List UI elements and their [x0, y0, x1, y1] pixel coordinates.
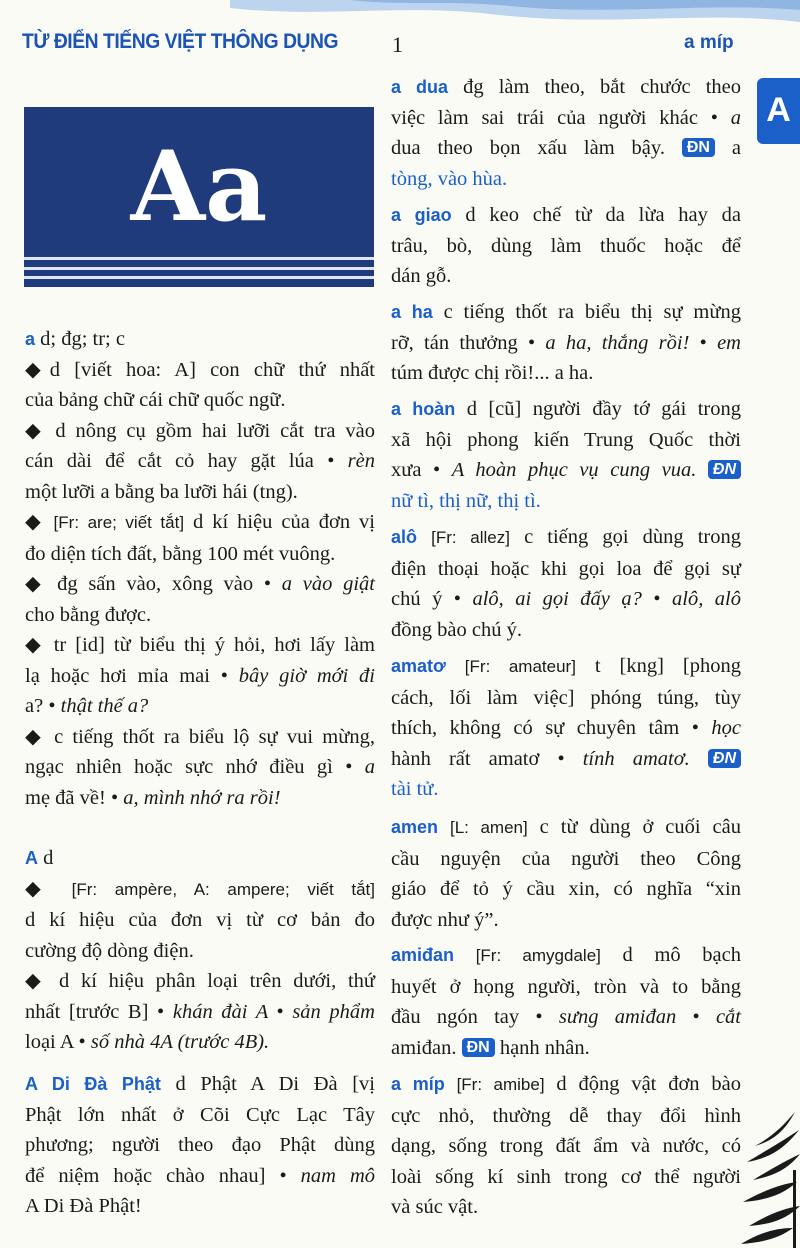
dict-line: cầu nguyện của người theo Công: [391, 847, 741, 870]
synonym-badge: ĐN: [682, 138, 715, 157]
dict-line: đầu ngón tay • sưng amiđan • cắt: [391, 1006, 741, 1028]
dict-line: amen [L: amen] c từ dùng ở cuối câu: [391, 816, 741, 838]
dict-line: điện thoại hoặc khi gọi loa để gọi sự: [391, 557, 741, 580]
dict-line: hành rất amatơ • tính amatơ. ĐN: [391, 744, 741, 775]
dict-line: và súc vật.: [391, 1196, 479, 1218]
dict-line: để niệm hoặc chào nhau] • nam mô: [25, 1164, 376, 1187]
entry-A: [25, 843, 375, 1058]
dict-line: việc làm sai trái của người khác • a: [391, 106, 741, 129]
entry-amidan: [391, 940, 741, 1063]
entry-a-ha: [391, 297, 741, 389]
synonym-badge: ĐN: [708, 460, 741, 479]
dict-line: ◆ đg sấn vào, xông vào • a vào giật: [25, 573, 375, 595]
dict-line: được như ý”.: [391, 908, 499, 931]
dict-line: cường độ dòng điện.: [25, 939, 194, 962]
dict-line: xã hội phong kiến Trung Quốc thời: [391, 428, 741, 451]
dict-line: loại A • số nhà 4A (trước 4B).: [25, 1031, 270, 1053]
dict-line: ◆ d nông cụ gồm hai lưỡi cắt tra vào: [25, 419, 375, 442]
dict-line: ◆ d kí hiệu phân loại trên dưới, thứ: [25, 970, 375, 992]
dict-line: ◆ [Fr: are; viết tắt] d kí hiệu của đơn vị: [25, 511, 375, 533]
dict-line: phương; người theo đạo Phật dùng: [25, 1134, 375, 1156]
dict-line: A Di Đà Phật d Phật A Di Đà [vị: [25, 1073, 375, 1095]
entry-a: [25, 324, 375, 813]
dict-line: tòng, vào hùa.: [391, 167, 508, 190]
synonym-badge: ĐN: [462, 1038, 495, 1057]
entry-a-di-da-phat: [25, 1069, 375, 1222]
dict-line: ◆ [Fr: ampère, A: ampere; viết tắt]: [25, 877, 375, 900]
dict-line: xưa • A hoàn phục vụ cung vua. ĐN: [391, 455, 741, 486]
book-title: TỪ ĐIỂN TIẾNG VIỆT THÔNG DỤNG: [22, 30, 339, 53]
dict-line: cực nhỏ, thường dễ thay đổi hình: [391, 1104, 741, 1127]
entry-a-dua: [391, 72, 741, 194]
dict-line: loài sống kí sinh trong cơ thể người: [391, 1165, 741, 1188]
dict-line: a hoàn d [cũ] người đầy tớ gái trong: [391, 398, 741, 420]
entry-a-hoan: [391, 394, 741, 516]
guide-word: a míp: [684, 32, 734, 53]
entry-amen: [391, 812, 741, 935]
entry-a-giao: [391, 200, 741, 292]
dict-line: cán dài để cắt cỏ hay gặt lúa • rèn: [25, 450, 375, 472]
section-tab[interactable]: A: [757, 78, 800, 144]
dict-line: đồng bào chú ý.: [391, 618, 522, 641]
dict-line: amiđan. ĐN hạnh nhân.: [391, 1036, 590, 1059]
dict-line: ◆ tr [id] từ biểu thị ý hỏi, hơi lấy làm: [25, 634, 375, 656]
dict-line: A d: [25, 847, 54, 869]
dict-line: a míp [Fr: amibe] d động vật đơn bào: [391, 1073, 741, 1095]
dict-line: thích, không có sự chuyên tâm • học: [391, 717, 741, 739]
dict-line: trâu, bò, dùng làm thuốc hoặc để: [391, 234, 741, 257]
entry-alo: [391, 522, 741, 645]
page-number: 1: [392, 32, 403, 57]
dict-line: alô [Fr: allez] c tiếng gọi dùng trong: [391, 526, 741, 548]
dict-line: chú ý • alô, ai gọi đấy ạ? • alô, alô: [391, 588, 741, 610]
dict-line: d kí hiệu của đơn vị từ cơ bản đo: [25, 909, 375, 931]
synonym-badge: ĐN: [708, 749, 741, 768]
dict-line: rỡ, tán thưởng • a ha, thắng rồi! • em: [391, 331, 741, 354]
dict-line: a? • thật thế a?: [25, 695, 149, 717]
dict-line: tài tử.: [391, 778, 439, 800]
dict-line: mẹ đã về! • a, mình nhớ ra rồi!: [25, 786, 281, 809]
dict-line: amiđan [Fr: amygdale] d mô bạch: [391, 944, 741, 966]
dict-line: huyết ở họng người, tròn và to bằng: [391, 975, 741, 998]
dict-line: dua theo bọn xấu làm bậy. ĐN a: [391, 137, 741, 159]
dict-line: ngạc nhiên hoặc sực nhớ điều gì • a: [25, 756, 375, 778]
dict-line: nhất [trước B] • khán đài A • sản phẩm: [25, 1000, 375, 1023]
dict-line: amatơ [Fr: amateur] t [kng] [phong: [391, 655, 741, 677]
bamboo-decoration: [735, 1110, 800, 1248]
entry-amato: [391, 651, 741, 805]
banner-letters: Aa: [130, 130, 268, 243]
dict-line: cho bằng được.: [25, 603, 152, 626]
dict-line: cách, lối làm việc] phóng túng, tùy: [391, 686, 741, 709]
dict-line: giáo để tỏ ý cầu xin, có nghĩa “xin: [391, 878, 741, 900]
dict-line: ◆d [viết hoa: A] con chữ thứ nhất: [25, 358, 375, 381]
dict-line: một lưỡi a bằng ba lưỡi hái (tng).: [25, 480, 298, 503]
dict-line: a d; đg; tr; c: [25, 328, 125, 350]
dict-line: ◆ c tiếng thốt ra biểu lộ sự vui mừng,: [25, 725, 375, 748]
entry-a-mip: [391, 1069, 741, 1223]
dict-line: A Di Đà Phật!: [25, 1195, 142, 1217]
dict-line: dán gỗ.: [391, 265, 452, 287]
dict-line: túm được chị rồi!... a ha.: [391, 362, 594, 384]
dict-line: nữ tì, thị nữ, thị tì.: [391, 489, 541, 512]
dict-line: a giao d keo chế từ da lừa hay da: [391, 204, 742, 226]
dict-line: a ha c tiếng thốt ra biểu thị sự mừng: [391, 301, 741, 323]
dict-line: Phật lớn nhất ở Cõi Cực Lạc Tây: [25, 1103, 375, 1126]
dict-line: đo diện tích đất, bằng 100 mét vuông.: [25, 542, 336, 565]
dict-line: của bảng chữ cái chữ quốc ngữ.: [25, 389, 286, 411]
dict-line: dạng, sống trong đất ẩm và nước, có: [391, 1135, 741, 1157]
dict-line: lạ hoặc hơi mỉa mai • bây giờ mới đi: [25, 664, 376, 687]
letter-banner: [24, 107, 374, 287]
dict-line: a dua đg làm theo, bắt chước theo: [391, 76, 742, 98]
